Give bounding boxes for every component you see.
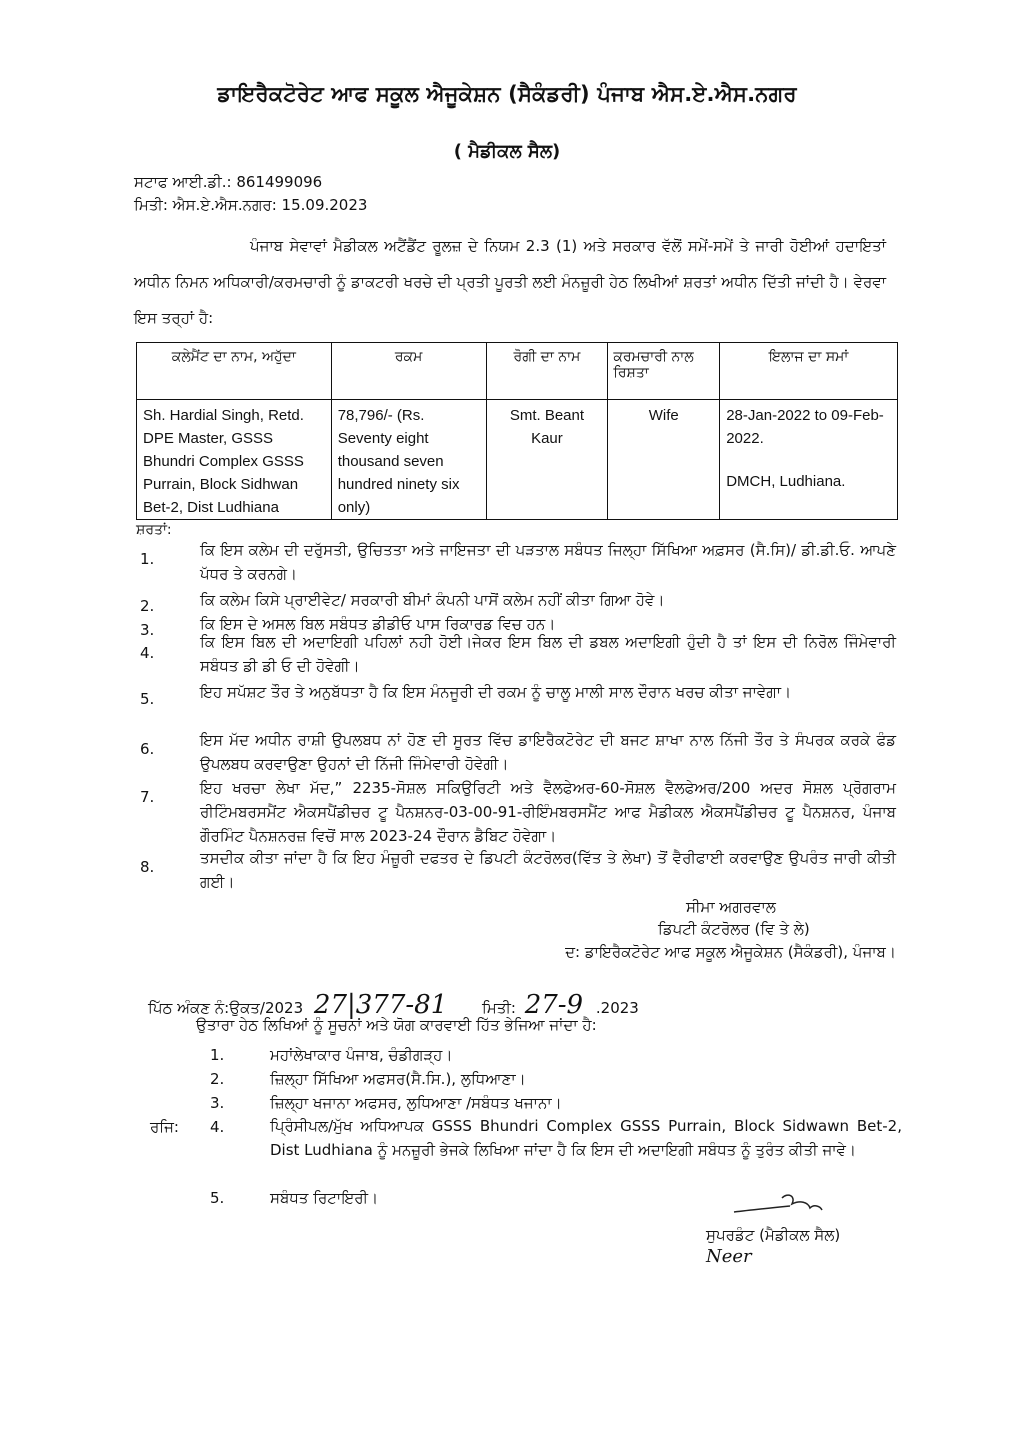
conditions-label: ਸ਼ਰਤਾਂ: bbox=[136, 522, 172, 538]
header-relation: ਕਰਮਚਾਰੀ ਨਾਲ ਰਿਸ਼ਤਾ bbox=[608, 343, 720, 400]
condition-item bbox=[140, 588, 896, 615]
condition-number: 3. bbox=[140, 621, 155, 639]
copy-number: 1. bbox=[210, 1046, 225, 1064]
treatment-period: 28-Jan-2022 to 09-Feb-2022. bbox=[726, 407, 884, 447]
condition-text: ਇਸ ਮੱਦ ਅਧੀਨ ਰਾਸ਼ੀ ਉਪਲਬਧ ਨਾਂ ਹੋਣ ਦੀ ਸੂਰਤ ਵਿੱਚ ਡਾਇਰੈਕਟੋਰੇਟ ਦੀ ਬਜਟ ਸ਼ਾਖਾ ਨਾਲ ਨਿੱਜੀ ਤੌਰ ਤੇ ਸੰਪਰਕ ਕਰਕੇ ਫੰਡ ਉਪਲਬਧ ਕਰਵਾਉਣਾ ਉਹਨਾਂ ਦੀ ਨਿੱਜੀ ਜਿੰਮੇਵਾਰੀ ਹੋਵੇਗੀ। bbox=[200, 731, 896, 773]
condition-item bbox=[140, 728, 896, 778]
copy-number: 4. bbox=[210, 1118, 225, 1136]
superintendent-title: ਸੁਪਰਡੰਟ (ਮੈਡੀਕਲ ਸੈਲ) bbox=[706, 1226, 841, 1244]
claim-table bbox=[136, 342, 898, 520]
copy-text: ਪ੍ਰਿੰਸੀਪਲ/ਮੁੱਖ ਅਧਿਆਪਕ GSSS Bhundri Complex GSSS Purrain, Block Sidwawn Bet-2, Dist Ludhiana ਨੂੰ ਮਨਜ਼ੂਰੀ ਭੇਜਕੇ ਲਿਖਿਆ ਜਾਂਦਾ ਹੈ ਕਿ ਇਸ ਦੀ ਅਦਾਇਗੀ ਸਬੰਧਤ ਨੂੰ ਤੁਰੰਤ ਕੀਤੀ ਜਾਵੇ। bbox=[270, 1117, 902, 1159]
condition-text: ਕਿ ਕਲੇਮ ਕਿਸੇ ਪ੍ਰਾਈਵੇਟ/ ਸਰਕਾਰੀ ਬੀਮਾਂ ਕੰਪਨੀ ਪਾਸੋਂ ਕਲੇਮ ਨਹੀਂ ਕੀਤਾ ਗਿਆ ਹੋਵੇ। bbox=[200, 591, 665, 609]
condition-number: 5. bbox=[140, 690, 155, 708]
condition-number: 7. bbox=[140, 788, 155, 806]
copy-text: ਸਬੰਧਤ ਰਿਟਾਇਰੀ। bbox=[270, 1189, 379, 1207]
copy-number: 5. bbox=[210, 1189, 225, 1207]
issue-date: ਮਿਤੀ: ਐਸ.ਏ.ਐਸ.ਨਗਰ: 15.09.2023 bbox=[134, 196, 368, 214]
condition-item bbox=[140, 776, 896, 848]
staff-id: ਸਟਾਫ ਆਈ.ਡੀ.: 861499096 bbox=[134, 173, 323, 191]
condition-item bbox=[140, 846, 896, 896]
condition-item bbox=[140, 538, 896, 588]
copy-number: 3. bbox=[210, 1094, 225, 1112]
copy-item bbox=[210, 1043, 902, 1067]
office-title: ਡਾਇਰੈਕਟੋਰੇਟ ਆਫ ਸਕੂਲ ਐਜੂਕੇਸ਼ਨ (ਸੈਕੰਡਰੀ) ਪੰਜਾਬ ਐਸ.ਏ.ਐਸ.ਨਗਰ bbox=[217, 82, 797, 106]
copy-forward-text: ਉਤਾਰਾ ਹੇਠ ਲਿਖਿਆਂ ਨੂੰ ਸੂਚਨਾਂ ਅਤੇ ਯੋਗ ਕਾਰਵਾਈ ਹਿੱਤ ਭੇਜਿਆ ਜਾਂਦਾ ਹੈ: bbox=[196, 1016, 597, 1034]
copy-number: 2. bbox=[210, 1070, 225, 1088]
intro-text: ਪੰਜਾਬ ਸੇਵਾਵਾਂ ਮੈਡੀਕਲ ਅਟੈਂਡੈਂਟ ਰੂਲਜ਼ ਦੇ ਨਿਯਮ 2.3 (1) ਅਤੇ ਸਰਕਾਰ ਵੱਲੋਂ ਸਮੇਂ-ਸਮੇਂ ਤੇ ਜਾਰੀ ਹੋਈਆਂ ਹਦਾਇਤਾਂ ਅਧੀਨ ਨਿਮਨ ਅਧਿਕਾਰੀ/ਕਰਮਚਾਰੀ ਨੂੰ ਡਾਕਟਰੀ ਖਰਚੇ ਦੀ ਪ੍ਰਤੀ ਪੂਰਤੀ ਲਈ ਮੰਨਜ਼ੂਰੀ ਹੇਠ ਲਿਖੀਆਂ ਸ਼ਰਤਾਂ ਅਧੀਨ ਦਿੱਤੀ ਜਾਂਦੀ ਹੈ। ਵੇਰਵਾ ਇਸ ਤਰ੍ਹਾਂ ਹੈ: bbox=[134, 237, 886, 327]
header-treatment-period: ਇਲਾਜ ਦਾ ਸਮਾਂ bbox=[720, 343, 898, 400]
condition-number: 6. bbox=[140, 740, 155, 758]
condition-item bbox=[140, 680, 896, 730]
condition-text: ਕਿ ਇਸ ਕਲੇਮ ਦੀ ਦਰੁੱਸਤੀ, ਉਚਿਤਤਾ ਅਤੇ ਜਾਇਜਤਾ ਦੀ ਪੜਤਾਲ ਸਬੰਧਤ ਜਿਲ੍ਹਾ ਸਿੱਖਿਆ ਅਫ਼ਸਰ (ਸੈ.ਸਿ)/ ਡੀ.ਡੀ.ਓ. ਆਪਣੇ ਪੱਧਰ ਤੇ ਕਰਨਗੇ। bbox=[200, 541, 896, 583]
copy-item bbox=[210, 1067, 902, 1091]
cell-subtitle: ( ਮੈਡੀਕਲ ਸੈਲ) bbox=[453, 141, 561, 162]
condition-text: ਇਹ ਖਰਚਾ ਲੇਖਾ ਮੱਦ,” 2235-ਸੋਸ਼ਲ ਸਕਿਉਰਿਟੀ ਅਤੇ ਵੈਲਫੇਅਰ-60-ਸੋਸ਼ਲ ਵੈਲਫੇਅਰ/200 ਅਦਰ ਸੋਸ਼ਲ ਪ੍ਰੋਗਰਾਮ ਰੀਟਿੰਮਬਰਸਮੈਂਟ ਐਕਸਪੈਂਡੀਚਰ ਟੂ ਪੈਨਸ਼ਨਰ-03-00-91-ਰੀਇੰਮਬਰਸਮੈਂਟ ਆਫ ਮੈਡੀਕਲ ਐਕਸਪੈਂਡੀਚਰ ਟੂ ਪੈਨਸ਼ਨਰ, ਪੰਜਾਬ ਗੌਰਮਿੰਟ ਪੈਨਸ਼ਨਰਜ਼ ਵਿਚੋਂ ਸਾਲ 2023-24 ਦੌਰਾਨ ਡੈਬਿਟ ਹੋਵੇਗਾ। bbox=[200, 779, 896, 845]
header-patient: ਰੋਗੀ ਦਾ ਨਾਮ bbox=[486, 343, 608, 400]
patient-cell: Smt. Beant Kaur bbox=[486, 400, 608, 520]
header-claimant: ਕਲੇਮੈਂਟ ਦਾ ਨਾਮ, ਅਹੁੱਦਾ bbox=[137, 343, 332, 400]
condition-item bbox=[140, 630, 896, 680]
condition-text: ਕਿ ਇਸ ਦੇ ਅਸਲ ਬਿਲ ਸਬੰਧਤ ਡੀਡੀਓ ਪਾਸ ਰਿਕਾਰਡ ਵਿਚ ਹਨ। bbox=[200, 615, 556, 633]
condition-number: 4. bbox=[140, 644, 155, 662]
condition-number: 2. bbox=[140, 597, 155, 615]
endorsement-year: .2023 bbox=[595, 999, 639, 1017]
condition-number: 1. bbox=[140, 550, 155, 568]
copy-text: ਜ਼ਿਲ੍ਹਾ ਖਜਾਨਾ ਅਫਸਰ, ਲੁਧਿਆਣਾ /ਸਬੰਧਤ ਖਜਾਨਾ। bbox=[270, 1094, 562, 1112]
claimant-cell: Sh. Hardial Singh, Retd. DPE Master, GSSS Bhundri Complex GSSS Purrain, Block Sidhwan Bet-2, Dist Ludhiana bbox=[137, 400, 332, 520]
endorsement-prefix: ਪਿੱਠ ਅੰਕਣ ਨੰ:ਉਕਤ/2023 bbox=[148, 999, 304, 1017]
treatment-cell bbox=[720, 400, 898, 520]
signatory-office: ਦ: ਡਾਇਰੈਕਟੋਰੇਟ ਆਫ ਸਕੂਲ ਐਜੂਕੇਸ਼ਨ (ਸੈਕੰਡਰੀ), ਪੰਜਾਬ। bbox=[565, 943, 896, 961]
copy-text: ਜ਼ਿਲ੍ਹਾ ਸਿੱਖਿਆ ਅਫਸਰ(ਸੈ.ਸਿ.), ਲੁਧਿਆਣਾ। bbox=[270, 1070, 526, 1088]
registered-label: ਰਜਿ: bbox=[150, 1118, 179, 1136]
condition-text: ਕਿ ਇਸ ਬਿਲ ਦੀ ਅਦਾਇਗੀ ਪਹਿਲਾਂ ਨਹੀ ਹੋਈ।ਜੇਕਰ ਇਸ ਬਿਲ ਦੀ ਡਬਲ ਅਦਾਇਗੀ ਹੁੰਦੀ ਹੈ ਤਾਂ ਇਸ ਦੀ ਨਿਰੋਲ ਜਿੰਮੇਵਾਰੀ ਸਬੰਧਤ ਡੀ ਡੀ ਓ ਦੀ ਹੋਵੇਗੀ। bbox=[200, 633, 896, 675]
signatory-name: ਸੀਮਾ ਅਗਰਵਾਲ bbox=[686, 898, 776, 916]
endorsement-number: 27|377-81 bbox=[313, 990, 448, 1020]
intro-paragraph bbox=[134, 228, 886, 336]
condition-number: 8. bbox=[140, 858, 155, 876]
signature-scribble bbox=[730, 1190, 830, 1222]
copy-text: ਮਹਾਂਲੇਖਾਕਾਰ ਪੰਜਾਬ, ਚੰਡੀਗੜ੍ਹ। bbox=[270, 1046, 453, 1064]
endorsement-date-label: ਮਿਤੀ: bbox=[482, 999, 516, 1017]
amount-cell: 78,796/- (Rs. Seventy eight thousand seven hundred ninety six only) bbox=[331, 400, 486, 520]
copy-item bbox=[210, 1091, 902, 1115]
copy-item bbox=[210, 1114, 902, 1186]
condition-text: ਇਹ ਸਪੱਸ਼ਟ ਤੌਰ ਤੇ ਅਨੁਬੱਧਤਾ ਹੈ ਕਿ ਇਸ ਮੰਨਜੂਰੀ ਦੀ ਰਕਮ ਨੂੰ ਚਾਲੂ ਮਾਲੀ ਸਾਲ ਦੌਰਾਨ ਖਰਚ ਕੀਤਾ ਜਾਵੇਗਾ। bbox=[200, 683, 792, 701]
header-amount: ਰਕਮ bbox=[331, 343, 486, 400]
initials-signature: Neer bbox=[706, 1246, 752, 1267]
relation-cell: Wife bbox=[608, 400, 720, 520]
treatment-hospital: DMCH, Ludhiana. bbox=[726, 473, 846, 490]
table-header-row bbox=[137, 343, 898, 400]
endorsement-date: 27-9 bbox=[524, 990, 584, 1020]
condition-text: ਤਸਦੀਕ ਕੀਤਾ ਜਾਂਦਾ ਹੈ ਕਿ ਇਹ ਮੰਜ਼ੂਰੀ ਦਫਤਰ ਦੇ ਡਿਪਟੀ ਕੰਟਰੋਲਰ(ਵਿੱਤ ਤੇ ਲੇਖਾ) ਤੋਂ ਵੈਰੀਫਾਈ ਕਰਵਾਉਣ ਉਪਰੰਤ ਜਾਰੀ ਕੀਤੀ ਗਈ। bbox=[200, 849, 896, 891]
signatory-designation: ਡਿਪਟੀ ਕੰਟਰੋਲਰ (ਵਿ ਤੇ ਲੇ) bbox=[658, 920, 810, 938]
table-row bbox=[137, 400, 898, 520]
